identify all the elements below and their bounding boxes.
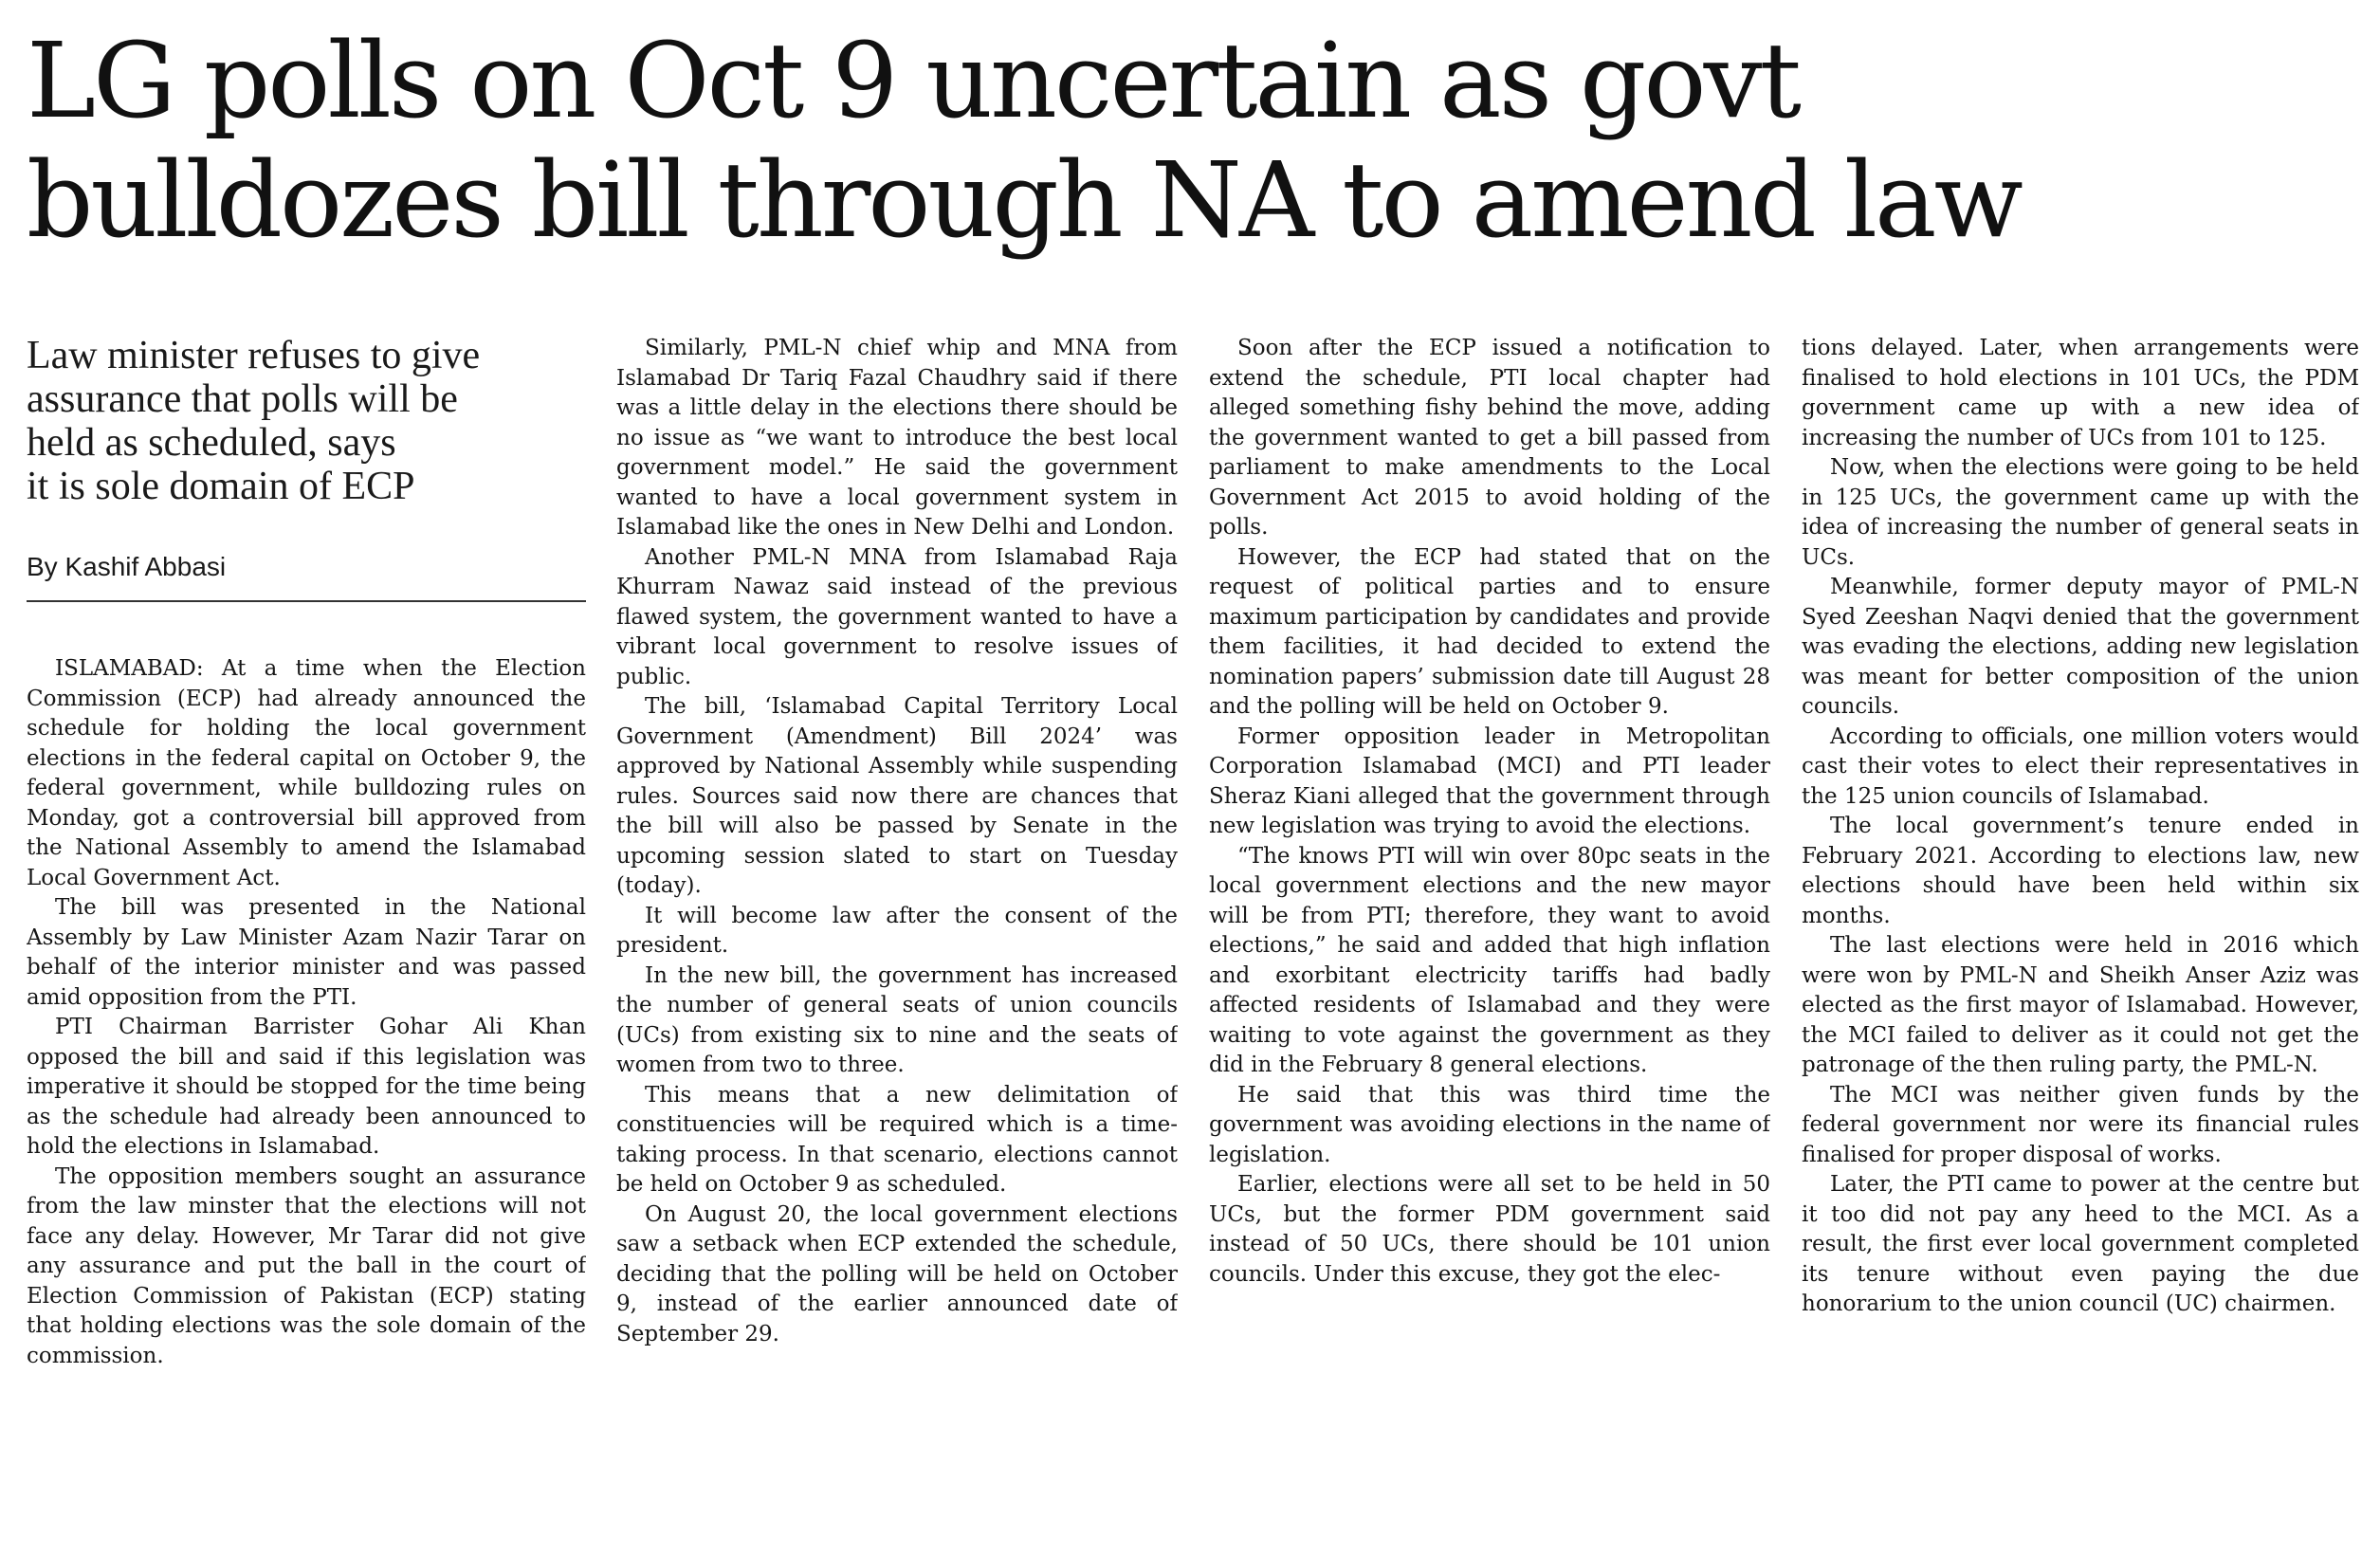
subheadline-block xyxy=(27,334,586,602)
article-column-1 xyxy=(27,654,586,1546)
paragraph: ISLAMABAD: At a time when the Election Commission (ECP) had already announced the schedule for holding the local government elections in the federal capital on October 9, the federal government, while bulldozing rules on Monday, got a controversial bill approved from the National Assembly to amend the Islamabad Local Government Act. xyxy=(27,656,586,890)
headline xyxy=(27,21,2359,260)
paragraph: Another PML-N MNA from Islamabad Raja Khurram Nawaz said instead of the previous flawed system, the government wanted to have a vibrant local government to resolve issues of public. xyxy=(616,544,1178,689)
byline: By Kashif Abbasi xyxy=(27,551,586,602)
article-column-3 xyxy=(1209,334,1770,1548)
paragraph: Earlier, elections were all set to be held in 50 UCs, but the former PDM government said instead of 50 UCs, there should be 101 union councils. Under this excuse, they got the elec- xyxy=(1209,1172,1770,1287)
paragraph-continued: tions delayed. Later, when arrangements were finalised to hold elections in 101 UCs, the PDM government came up with a new idea of increasing the number of UCs from 101 to 125. xyxy=(1802,336,2359,450)
paragraph: PTI Chairman Barrister Gohar Ali Khan opposed the bill and said if this legislation was imperative it should be stopped for the time being as the schedule had already been announced to hold the elections in Islamabad. xyxy=(27,1015,586,1159)
paragraph: Similarly, PML-N chief whip and MNA from Islamabad Dr Tariq Fazal Chaudhry said if there was a little delay in the elections there should be no issue as “we want to introduce the best local government model.” He said the government wanted to have a local government system in Islamabad like the ones in New Delhi and London. xyxy=(616,336,1178,540)
paragraph: Former opposition leader in Metropolitan Corporation Islamabad (MCI) and PTI leader Sheraz Kiani alleged that the government through new legislation was trying to avoid the elections. xyxy=(1209,724,1770,838)
paragraph: This means that a new delimitation of constituencies will be required which is a time-taking process. In that scenario, elections cannot be held on October 9 as scheduled. xyxy=(616,1082,1178,1197)
headline-line-2: bulldozes bill through NA to amend law xyxy=(27,139,2021,261)
paragraph: In the new bill, the government has increased the number of general seats of union councils (UCs) from existing six to nine and the seats of women from two to three. xyxy=(616,962,1178,1077)
paragraph: Later, the PTI came to power at the centre but it too did not pay any heed to the MCI. As a result, the first ever local government completed its tenure without even paying the due honorarium to the union council (UC) chairmen. xyxy=(1802,1172,2359,1316)
paragraph: Now, when the elections were going to be held in 125 UCs, the government came up with the idea of increasing the number of general seats in UCs. xyxy=(1802,455,2359,570)
subheadline-line-3: held as scheduled, says xyxy=(27,421,396,465)
paragraph: Soon after the ECP issued a notification to extend the schedule, PTI local chapter had alleged something fishy behind the move, adding the government wanted to get a bill passed from parliament to make amendments to the Local Government Act 2015 to avoid holding of the polls. xyxy=(1209,336,1770,540)
paragraph: Meanwhile, former deputy mayor of PML-N Syed Zeeshan Naqvi denied that the government was evading the elections, adding new legislation was meant for better composition of the union councils. xyxy=(1802,575,2359,719)
subheadline-line-4: it is sole domain of ECP xyxy=(27,465,415,508)
subheadline xyxy=(27,334,586,508)
paragraph: The last elections were held in 2016 which were won by PML-N and Sheikh Anser Aziz was elected as the first mayor of Islamabad. However, the MCI failed to deliver as it could not get the patronage of the then ruling party, the PML-N. xyxy=(1802,933,2359,1077)
article-column-2 xyxy=(616,334,1178,1548)
paragraph: The local government’s tenure ended in February 2021. According to elections law, new elections should have been held within six months. xyxy=(1802,814,2359,928)
subheadline-line-2: assurance that polls will be xyxy=(27,377,458,421)
headline-line-1: LG polls on Oct 9 uncertain as govt xyxy=(27,20,1799,141)
paragraph: The bill was presented in the National Assembly by Law Minister Azam Nazir Tarar on behalf of the interior minister and was passed amid opposition from the PTI. xyxy=(27,895,586,1010)
paragraph: However, the ECP had stated that on the request of political parties and to ensure maximum participation by candidates and provide them facilities, it had decided to extend the nomination papers’ submission date till August 28 and the polling will be held on October 9. xyxy=(1209,544,1770,719)
article-column-4 xyxy=(1802,334,2359,1548)
paragraph: The opposition members sought an assurance from the law minster that the elections will not face any delay. However, Mr Tarar did not give any assurance and put the ball in the court of Election Commission of Pakistan (ECP) stating that holding elections was the sole domain of the commission. xyxy=(27,1163,586,1368)
paragraph: He said that this was third time the government was avoiding elections in the name of legislation. xyxy=(1209,1082,1770,1167)
paragraph: On August 20, the local government elections saw a setback when ECP extended the schedule, deciding that the polling will be held on October 9, instead of the earlier announced date of September 29. xyxy=(616,1201,1178,1346)
paragraph: “The knows PTI will win over 80pc seats in the local government elections and the new mayor will be from PTI; therefore, they want to avoid elections,” he said and added that high inflation and exorbitant electricity tariffs had badly affected residents of Islamabad and they were waiting to vote against the government as they did in the February 8 general elections. xyxy=(1209,843,1770,1077)
subheadline-line-1: Law minister refuses to give xyxy=(27,334,481,377)
paragraph: The bill, ‘Islamabad Capital Territory Local Government (Amendment) Bill 2024’ was approved by National Assembly while suspending rules. Sources said now there are chances that the bill will also be passed by Senate in the upcoming session slated to start on Tuesday (today). xyxy=(616,694,1178,898)
paragraph: According to officials, one million voters would cast their votes to elect their representatives in the 125 union councils of Islamabad. xyxy=(1802,724,2359,809)
paragraph: It will become law after the consent of the president. xyxy=(616,903,1178,958)
paragraph: The MCI was neither given funds by the federal government nor were its financial rules finalised for proper disposal of works. xyxy=(1802,1082,2359,1167)
